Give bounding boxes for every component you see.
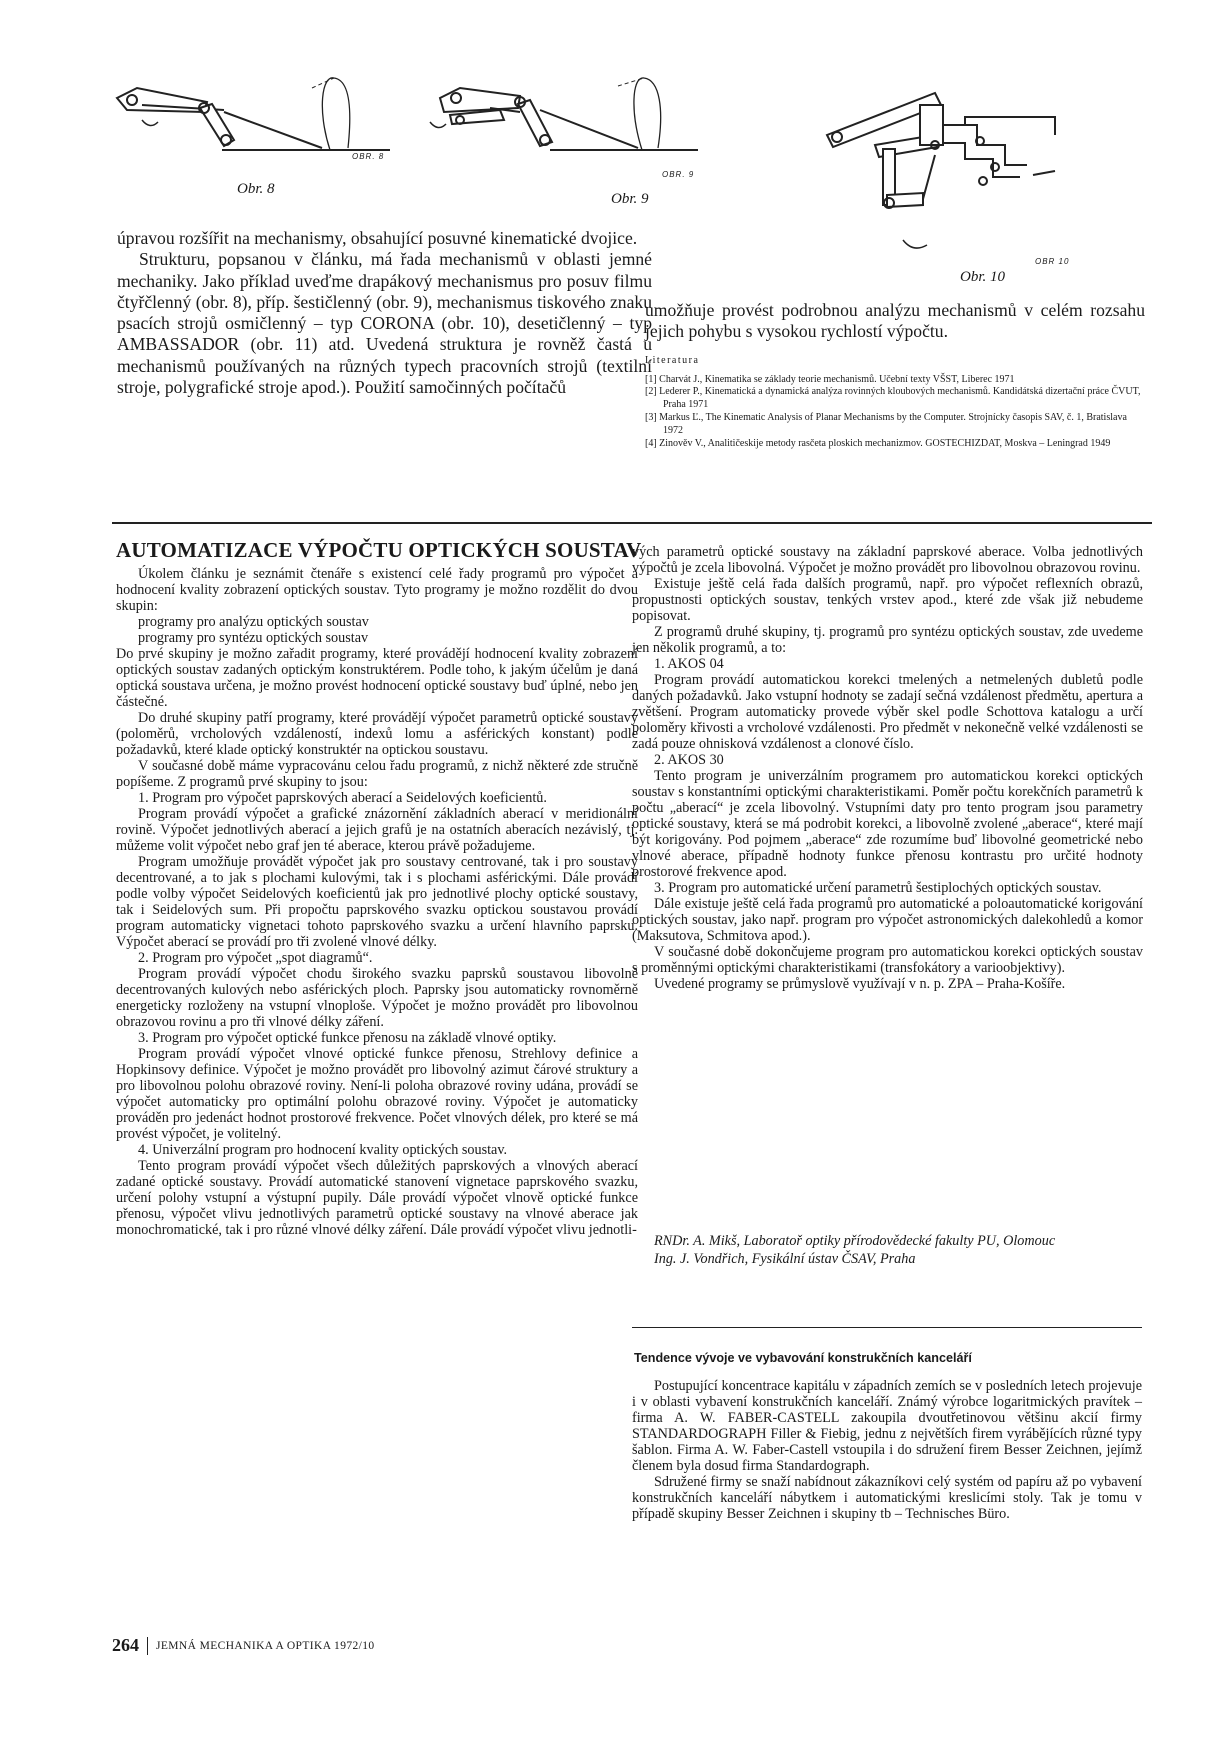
figure-8 bbox=[112, 70, 402, 170]
reference-item: [3] Markus Ľ., The Kinematic Analysis of Planar Mechanisms by the Computer. Strojnícky časopis SAV, č. 1, Bratislava 1972 bbox=[645, 411, 1127, 436]
paragraph: Program umožňuje provádět výpočet jak pro soustavy centrované, tak i pro soustavy decentrované, a to jak s plochami kulovými, tak i s plochami asférickými. Dále provádí podle volby výpočet Seidelových koeficientů jak pro jednotlivé plochy optické soustavy, tak i Seidelových sum. Při propočtu paprskového svazku optickou soustavou provádí program automaticky vignetaci tohoto paprskového svazku a určení hlavního paprsku. Výpočet aberací se provádí pro tři zvolené vlnové délky. bbox=[116, 854, 638, 950]
news-body bbox=[632, 1378, 1142, 1522]
top-right-column bbox=[645, 300, 1145, 450]
paragraph: Dále existuje ještě celá řada programů pro automatické a poloautomatické korigování optických soustav, jako např. program pro výpočet astronomických dalekohledů a komor (Maksutova, Schmitova apod.). bbox=[632, 896, 1143, 944]
paragraph: V současné době máme vypracovánu celou řadu programů, z nichž některé zde stručně popíšeme. Z programů prvé skupiny to jsou: bbox=[116, 758, 638, 790]
paragraph: 1. AKOS 04 bbox=[654, 656, 724, 672]
paragraph: Tento program provádí výpočet všech důležitých paprskových a vlnových aberací zadané optické soustavy. Provádí automatické stanovení vignetace paprskového svazku, určení polohy vstupní a výstupní pupily. Dále provádí výpočet vlnově optické funkce přenosu, výpočet vlivu jednotlivých parametrů optické soustavy na vlnové aberace jak monochromatické, tak i pro různé vlnové délky záření. Dále provádí výpočet vlivu jednotli- bbox=[116, 1158, 638, 1238]
paragraph: vých parametrů optické soustavy na základní paprskové aberace. Volba jednotlivých výpočtů je zcela libovolná. Výpočet je možno provádět pro libovolnou obrazovou rovinu. bbox=[632, 544, 1143, 576]
paragraph: Uvedené programy se průmyslově využívají v n. p. ZPA – Praha-Košíře. bbox=[654, 976, 1066, 992]
reference-item: [2] Lederer P., Kinematická a dynamická analýza rovinných kloubových mechanismů. Kandidátská dizertační práce ČVUT, Praha 1971 bbox=[645, 386, 1141, 411]
paragraph: 2. AKOS 30 bbox=[654, 752, 724, 768]
paragraph: Tento program je univerzálním programem pro automatickou korekci optických soustav s konstantními optickými charakteristikami. Poměr počtu korekčních parametrů k počtu „aberací“ je zcela libovolný. Vstupními daty pro tento program jsou parametry optické soustavy, která se má podrobit korekci, a libovolně zvolené „aberace“, které mají být korigovány. Pod pojmem „aberace“ zde rozumíme buď libovolné geometrické nebo vlnové aberace, případně hodnoty funkce přenosu kontrastu pro určité hodnoty prostorové frekvence apod. bbox=[632, 768, 1143, 880]
paragraph: V současné době dokončujeme program pro automatickou korekci optických soustav s proměnnými optickými charakteristikami (transfokátory a varioobjektivy). bbox=[632, 944, 1143, 976]
page-footer bbox=[112, 1635, 375, 1656]
paragraph: Sdružené firmy se snaží nabídnout zákazníkovi celý systém od papíru až po vybavení konstrukčních kanceláří nábytkem i automatickými kreslicími stoly. Tak je tomu v případě skupiny Besser Zeichnen i skupiny tb – Technisches Büro. bbox=[632, 1474, 1142, 1522]
reference-item: [4] Zinověv V., Analitičeskije metody rasčeta ploskich mechanizmov. GOSTECHIZDAT, Moskva – Leningrad 1949 bbox=[645, 437, 1111, 449]
paragraph: Program provádí automatickou korekci tmelených a netmelených dubletů podle daných požadavků. Jako vstupní hodnoty se zadají sečná vzdálenost předmětu, apertura a zvětšení. Program automaticky provede výběr skel podle Schottova katalogu a určí poloměry křivosti a vrcholové vzdálenosti. Pro předmět v nekonečně velké vzdálenosti se zadá pouze ohnisková vzdálenost a clonové číslo. bbox=[632, 672, 1143, 752]
figure-9-caption: Obr. 9 bbox=[611, 191, 649, 207]
paragraph: Postupující koncentrace kapitálu v západních zemích se v posledních letech projevuje i v oblasti vybavení konstrukčních kanceláří. Známý výrobce logaritmických pravítek – firma A. W. FABER-CASTELL zakoupila dvoutřetinovou většinu akcií firmy STANDARDOGRAPH Filler & Fiebig, jednu z největších firem vyrábějících různé typy šablon. Firma A. W. Faber-Castell vstoupila i do sdružení firem Besser Zeichnen, jejímž členem byla dosud firma Standardograph. bbox=[632, 1378, 1142, 1474]
reference-item: [1] Charvát J., Kinematika se základy teorie mechanismů. Učební texty VŠST, Liberec 1971 bbox=[645, 373, 1015, 385]
paragraph: Z programů druhé skupiny, tj. programů pro syntézu optických soustav, zde uvedeme jen několik programů, a to: bbox=[632, 624, 1143, 656]
article-authors bbox=[632, 1232, 1143, 1268]
paragraph: Strukturu, popsanou v článku, má řada mechanismů v oblasti jemné mechaniky. Jako příklad uveďme drapákový mechanismus pro posuv filmu čtyřčlenný (obr. 8), příp. šestičlenný (obr. 9), mechanismus tiskového znaku psacích strojů osmičlenný – typ CORONA (obr. 10), desetičlenný – typ AMBASSADOR (obr. 11) atd. Uvedená struktura je rovněž častá u mechanismů používaných na různých typech pracovních strojů (textilní stroje, polygrafické stroje apod.). Použití samočinných počítačů bbox=[117, 249, 652, 398]
paragraph: programy pro syntézu optických soustav bbox=[138, 630, 369, 646]
figure-9-drawing bbox=[420, 70, 710, 180]
news-divider bbox=[632, 1327, 1142, 1328]
figure-8-caption: Obr. 8 bbox=[237, 181, 275, 197]
paragraph: Program provádí výpočet chodu širokého svazku paprsků soustavou libovolně decentrovaných kulových nebo asférických ploch. Paprsky jsou automaticky rovnoměrně energeticky rozloženy na vstupní vlnoploše. Výpočet je možno provádět pro libovolnou obrazovou rovinu a pro tři vlnové délky záření. bbox=[116, 966, 638, 1030]
paragraph: Existuje ještě celá řada dalších programů, např. pro výpočet reflexních obrazů, propustnosti optických soustav, tenkých vrstev apod., které zde však již nebudeme popisovat. bbox=[632, 576, 1143, 624]
paragraph: 3. Program pro automatické určení parametrů šestiplochých optických soustav. bbox=[654, 880, 1102, 896]
article-right-column bbox=[632, 544, 1143, 992]
paragraph: Do druhé skupiny patří programy, které provádějí výpočet parametrů optické soustavy (poloměrů, vrcholových vzdáleností, indexů lomu a asférických konstant) podle požadavků, které klade optický konstruktér na optickou soustavu. bbox=[116, 710, 638, 758]
article-title: AUTOMATIZACE VÝPOČTU OPTICKÝCH SOUSTAV bbox=[116, 538, 642, 562]
reference-list bbox=[645, 374, 1145, 451]
paragraph: Program provádí výpočet vlnové optické funkce přenosu, Strehlovy definice a Hopkinsovy definice. Výpočet je možno provádět pro libovolný azimut čárové struktury a pro libovolnou polohu obrazové roviny. Není-li poloha obrazové roviny udána, provádí se výpočet automaticky pro optimální polohu obrazové roviny. Výpočet je automaticky prováděn pro jedenáct hodnot prostorové frekvence. Počet vlnových délek, pro které se má provést výpočet, je volitelný. bbox=[116, 1046, 638, 1142]
paragraph: 1. Program pro výpočet paprskových aberací a Seidelových koeficientů. bbox=[138, 790, 547, 806]
paragraph: Úkolem článku je seznámit čtenáře s existencí celé řady programů pro výpočet a hodnocení kvality zobrazení optických soustav. Tyto programy je možno rozdělit do dvou skupin: bbox=[116, 566, 638, 614]
figure-9-tag: OBR. 9 bbox=[662, 170, 695, 179]
author-line: RNDr. A. Mikš, Laboratoř optiky přírodovědecké fakulty PU, Olomouc bbox=[654, 1233, 1056, 1249]
figure-10-tag: OBR 10 bbox=[1035, 257, 1070, 266]
journal-name: JEMNÁ MECHANIKA A OPTIKA 1972/10 bbox=[156, 1639, 375, 1652]
paragraph: úpravou rozšířit na mechanismy, obsahující posuvné kinematické dvojice. bbox=[117, 228, 638, 248]
footer-separator bbox=[147, 1637, 148, 1655]
top-left-text bbox=[117, 228, 652, 398]
paragraph: 3. Program pro výpočet optické funkce přenosu na základě vlnové optiky. bbox=[138, 1030, 557, 1046]
literature-heading: Literatura bbox=[645, 354, 700, 366]
section-divider bbox=[112, 522, 1152, 524]
paragraph: Do prvé skupiny je možno zařadit programy, které provádějí hodnocení kvality zobrazení optických soustav zadaných optickým konstruktérem. Podle toho, k jakým účelům je daná optická soustava určena, je možno provést hodnocení optické soustavy buď úplné, nebo jen částečné. bbox=[116, 646, 638, 710]
author-line: Ing. J. Vondřich, Fysikální ústav ČSAV, Praha bbox=[654, 1251, 916, 1267]
paragraph: 2. Program pro výpočet „spot diagramů“. bbox=[138, 950, 373, 966]
paragraph: 4. Univerzální program pro hodnocení kvality optických soustav. bbox=[138, 1142, 508, 1158]
figure-10-caption: Obr. 10 bbox=[960, 269, 1006, 285]
figure-9 bbox=[420, 70, 710, 180]
paragraph: umožňuje provést podrobnou analýzu mechanismů v celém rozsahu jejich pohybu s vysokou rychlostí výpočtu. bbox=[645, 300, 1145, 342]
figure-10 bbox=[815, 85, 1075, 265]
paragraph: programy pro analýzu optických soustav bbox=[138, 614, 369, 630]
page-number: 264 bbox=[112, 1635, 139, 1655]
article-left-column bbox=[116, 566, 638, 1238]
figure-8-tag: OBR. 8 bbox=[352, 152, 385, 161]
figure-10-drawing bbox=[815, 85, 1075, 255]
paragraph: Program provádí výpočet a grafické znázornění základních aberací v meridionální rovině. Výpočet jednotlivých aberací a jejich grafů je na ostatních aberacích nezávislý, tj. můžeme volit výpočet nebo graf jen té aberace, kterou právě požadujeme. bbox=[116, 806, 638, 854]
news-title: Tendence vývoje ve vybavování konstrukčních kanceláří bbox=[634, 1351, 972, 1365]
